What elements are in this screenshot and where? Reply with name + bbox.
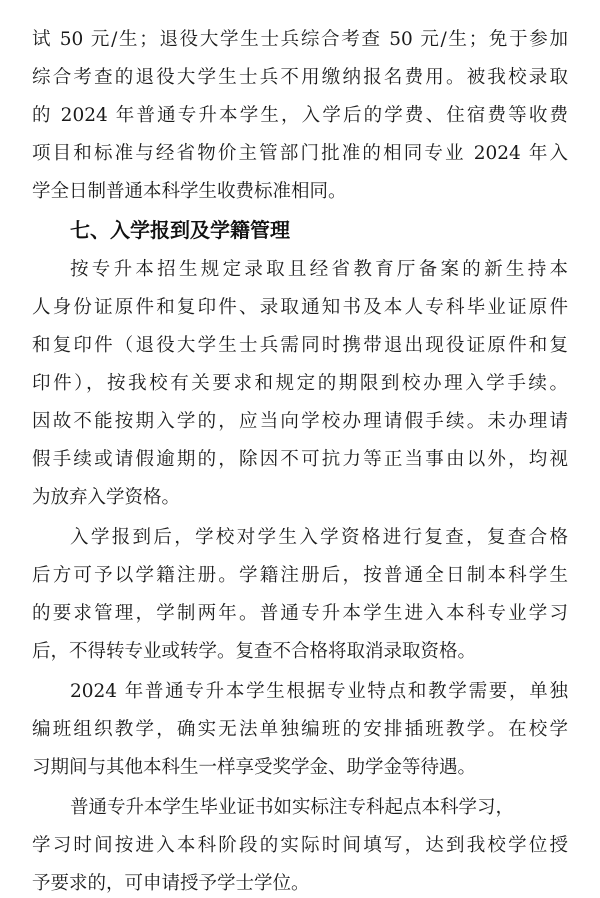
text-line: 为放弃入学资格。 [32, 487, 181, 508]
text-line: 的 2024 年普通专升本学生，入学后的学费、住宿费等收费 [32, 105, 568, 126]
text-line: 项目和标准与经省物价主管部门批准的相同专业 2024 年入 [32, 143, 568, 164]
text-line: 和复印件（退役大学生士兵需同时携带退出现役证原件和复 [32, 335, 568, 356]
text-line: 后方可予以学籍注册。学籍注册后，按普通全日制本科学生 [32, 565, 568, 586]
text-line: 的要求管理，学制两年。普通专升本学生进入本科专业学习 [32, 603, 568, 624]
text-line: 入学报到后，学校对学生入学资格进行复查，复查合格 [70, 527, 568, 548]
text-line: 学全日制普通本科学生收费标准相同。 [32, 181, 347, 202]
text-line: 按专升本招生规定录取且经省教育厅备案的新生持本 [70, 259, 568, 280]
text-line: 因故不能按期入学的，应当向学校办理请假手续。未办理请 [32, 411, 568, 432]
text-line: 习期间与其他本科生一样享受奖学金、助学金等待遇。 [32, 757, 477, 778]
text-line: 试 50 元/生；退役大学生士兵综合考查 50 元/生；免于参加 [32, 29, 568, 50]
text-line: 综合考查的退役大学生士兵不用缴纳报名费用。被我校录取 [32, 67, 568, 88]
text-line: 普通专升本学生毕业证书如实标注专科起点本科学习， [70, 797, 515, 818]
text-line: 假手续或请假逾期的，除因不可抗力等正当事由以外，均视 [32, 449, 568, 470]
text-line: 学习时间按进入本科阶段的实际时间填写，达到我校学位授 [32, 835, 568, 856]
text-line: 印件），按我校有关要求和规定的期限到校办理入学手续。 [32, 373, 568, 394]
text-line: 2024 年普通专升本学生根据专业特点和教学需要，单独 [70, 681, 568, 702]
section-heading: 七、入学报到及学籍管理 [70, 218, 290, 242]
text-line: 予要求的，可申请授予学士学位。 [32, 873, 310, 894]
text-line: 编班组织教学，确实无法单独编班的安排插班教学。在校学 [32, 719, 568, 740]
text-line: 人身份证原件和复印件、录取通知书及本人专科毕业证原件 [32, 297, 568, 318]
text-line: 后，不得转专业或转学。复查不合格将取消录取资格。 [32, 641, 477, 662]
